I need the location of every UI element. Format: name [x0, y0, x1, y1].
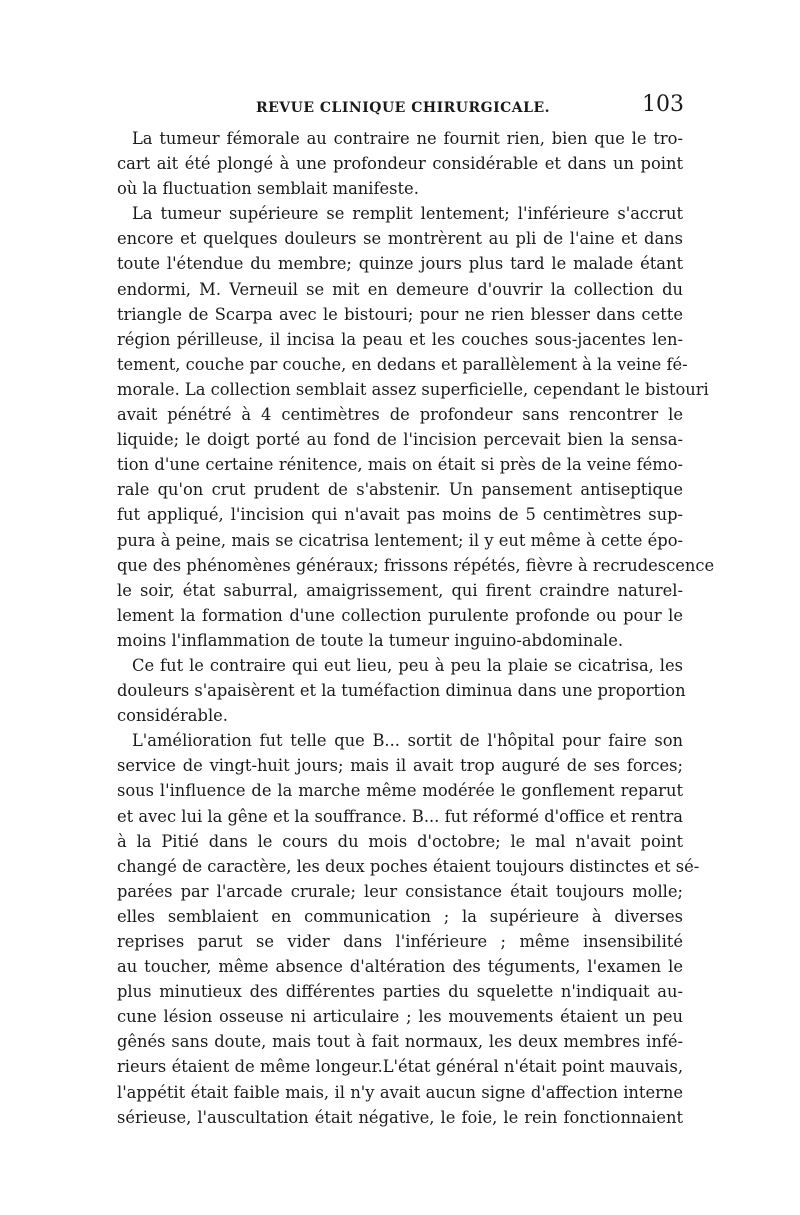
running-head	[112, 92, 684, 120]
text-line: cart ait été plongé à une profondeur considérable et dans un point	[117, 154, 683, 174]
text-line: L'amélioration fut telle que B... sortit de l'hôpital pour faire son	[132, 731, 683, 751]
text-line: cune lésion osseuse ni articulaire ; les mouvements étaient un peu	[117, 1007, 683, 1027]
text-line: région périlleuse, il incisa la peau et les couches sous-jacentes len-	[117, 329, 683, 349]
text-line: lement la formation d'une collection purulente profonde ou pour le	[117, 605, 683, 625]
text-line: sous l'influence de la marche même modérée le gonflement reparut	[117, 781, 683, 801]
text-line: La tumeur supérieure se remplit lentement; l'inférieure s'accrut	[132, 204, 683, 224]
text-line: considérable.	[117, 706, 228, 726]
text-line: rale qu'on crut prudent de s'abstenir. Un pansement antiseptique	[117, 480, 683, 500]
body-text	[117, 126, 715, 1130]
text-line: l'appétit était faible mais, il n'y avait aucun signe d'affection interne	[117, 1082, 683, 1102]
text-line: à la Pitié dans le cours du mois d'octobre; le mal n'avait point	[117, 831, 683, 851]
text-line: triangle de Scarpa avec le bistouri; pour ne rien blesser dans cette	[117, 304, 683, 324]
text-line: changé de caractère, les deux poches étaient toujours distinctes et sé-	[117, 856, 700, 876]
text-line: avait pénétré à 4 centimètres de profondeur sans rencontrer le	[117, 405, 683, 425]
text-line: sérieuse, l'auscultation était négative, le foie, le rein fonctionnaient	[117, 1107, 683, 1127]
text-line: fut appliqué, l'incision qui n'avait pas moins de 5 centimètres sup-	[117, 505, 683, 525]
text-line: reprises parut se vider dans l'inférieure ; même insensibilité	[117, 932, 683, 951]
text-line: que des phénomènes généraux; frissons répétés, fièvre à recrudescence	[117, 555, 715, 575]
text-line: moins l'inflammation de toute la tumeur inguino-abdominale.	[117, 630, 624, 650]
text-line: liquide; le doigt porté au fond de l'incision percevait bien la sensa-	[117, 430, 683, 450]
text-line: gênés sans doute, mais tout à fait normaux, les deux membres infé-	[117, 1032, 683, 1052]
text-line: encore et quelques douleurs se montrèrent au pli de l'aine et dans	[117, 229, 683, 249]
text-line: morale. La collection semblait assez superficielle, cependant le bistouri	[117, 379, 709, 399]
text-line: endormi, M. Verneuil se mit en demeure d'ouvrir la collection du	[117, 279, 683, 299]
text-line: toute l'étendue du membre; quinze jours plus tard le malade étant	[117, 254, 683, 274]
text-line: douleurs s'apaisèrent et la tuméfaction diminua dans une proportion	[117, 681, 686, 701]
text-line: tement, couche par couche, en dedans et parallèlement à la veine fé-	[117, 354, 688, 374]
running-title: REVUE CLINIQUE CHIRURGICALE.	[255, 100, 551, 116]
text-line: tion d'une certaine rénitence, mais on était si près de la veine fémo-	[117, 455, 683, 475]
text-line: où la fluctuation semblait manifeste.	[117, 179, 419, 199]
text-line: service de vingt-huit jours; mais il avait trop auguré de ses forces;	[117, 756, 683, 776]
text-line: Ce fut le contraire qui eut lieu, peu à peu la plaie se cicatrisa, les	[132, 655, 683, 675]
text-line: et avec lui la gêne et la souffrance. B... fut réformé d'office et rentra	[117, 806, 683, 826]
text-line: pura à peine, mais se cicatrisa lentement; il y eut même à cette épo-	[117, 530, 683, 550]
text-line: elles semblaient en communication ; la supérieure à diverses	[117, 906, 683, 926]
text-line: plus minutieux des différentes parties du squelette n'indiquait au-	[117, 982, 683, 1002]
text-line: parées par l'arcade crurale; leur consistance était toujours molle;	[117, 881, 683, 901]
text-line: au toucher, même absence d'altération des téguments, l'examen le	[117, 957, 683, 977]
page-number: 103	[642, 92, 684, 117]
text-line: rieurs étaient de même longeur.L'état général n'était point mauvais,	[117, 1057, 683, 1077]
text-line: La tumeur fémorale au contraire ne fournit rien, bien que le tro-	[132, 129, 683, 148]
text-line: le soir, état saburral, amaigrissement, qui firent craindre naturel-	[117, 580, 683, 600]
